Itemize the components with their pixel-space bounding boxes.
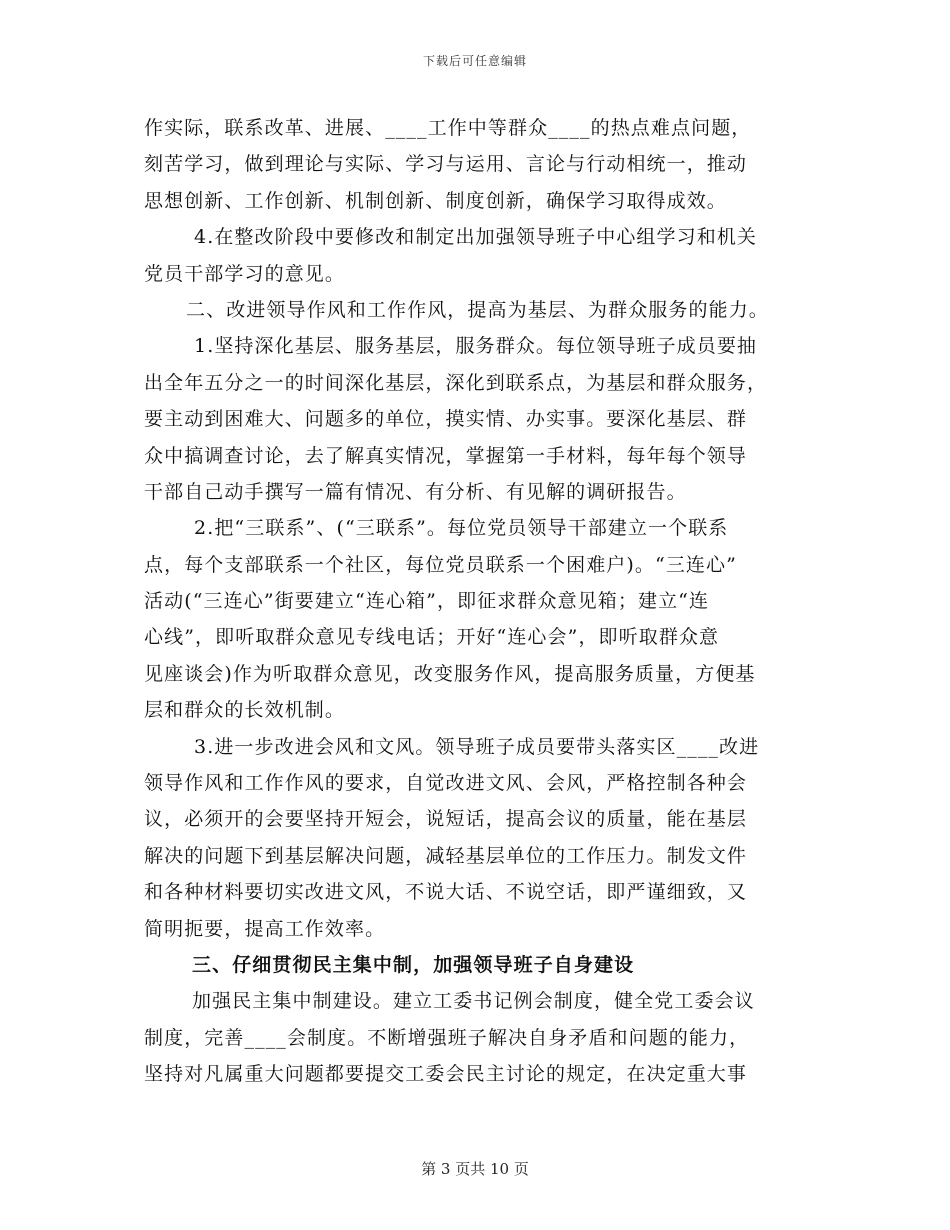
text-line: 刻苦学习，做到理论与实际、学习与运用、言论与行动相统一，推动 [144,153,748,176]
text-line: 党员干部学习的意见。 [144,262,346,285]
text-line: 加强民主集中制建设。建立工委书记例会制度，健全党工委会议 [192,990,755,1013]
text-line: 简明扼要，提高工作效率。 [144,917,386,940]
text-line: 层和群众的长效机制。 [144,699,346,722]
text-line: 点，每个支部联系一个社区，每位党员联系一个困难户)。“三连心” [144,553,737,576]
text-line: 出全年五分之一的时间深化基层，深化到联系点，为基层和群众服务， [144,371,768,394]
text-line: 坚持对凡属重大问题都要提交工委会民主讨论的规定，在决定重大事 [144,1063,748,1086]
text-line: 1.坚持深化基层、服务基层，服务群众。每位领导班子成员要抽 [194,335,758,358]
text-line: 解决的问题下到基层解决问题，减轻基层单位的工作压力。制发文件 [144,844,748,867]
text-line: 三、仔细贯彻民主集中制，加强领导班子自身建设 [192,953,635,976]
text-line: 和各种材料要切实改进文风，不说大话、不说空话，即严谨细致，又 [144,881,748,904]
text-line: 众中搞调查讨论，去了解真实情况，掌握第一手材料，每年每个领导 [144,444,748,467]
text-line: 活动(“三连心”街要建立“连心箱”，即征求群众意见箱；建立“连 [144,590,710,613]
text-line: 干部自己动手撰写一篇有情况、有分析、有见解的调研报告。 [144,480,687,503]
page-header: 下载后可任意编辑 [422,54,527,68]
text-line: 领导作风和工作作风的要求，自觉改进文风、会风，严格控制各种会 [144,772,748,795]
text-line: 思想创新、工作创新、机制创新、制度创新，确保学习取得成效。 [144,189,727,212]
text-line: 议，必须开的会要坚持开短会，说短话，提高会议的质量，能在基层 [144,808,748,831]
text-line: 制度，完善____会制度。不断增强班子解决自身矛盾和问题的能力， [144,1026,750,1049]
text-line: 4.在整改阶段中要修改和制定出加强领导班子中心组学习和机关 [194,226,758,249]
text-line: 要主动到困难大、问题多的单位，摸实情、办实事。要深化基层、群 [144,408,748,431]
document-body [144,110,814,1093]
text-line: 二、改进领导作风和工作作风，提高为基层、为群众服务的能力。 [186,298,769,321]
text-line: 见座谈会)作为听取群众意见，改变服务作风，提高服务质量，方便基 [144,662,756,685]
text-line: 2.把“三联系”、(“三联系”。每位党员领导干部建立一个联系 [194,517,729,540]
text-line: 心线”，即听取群众意见专线电话；开好“连心会”，即听取群众意 [144,626,720,649]
page-footer: 第 3 页共 10 页 [421,1160,529,1178]
text-line: 3.进一步改进会风和文风。领导班子成员要带头落实区____改进 [194,735,760,758]
text-line: 作实际，联系改革、进展、____工作中等群众____的热点难点问题， [144,117,752,139]
